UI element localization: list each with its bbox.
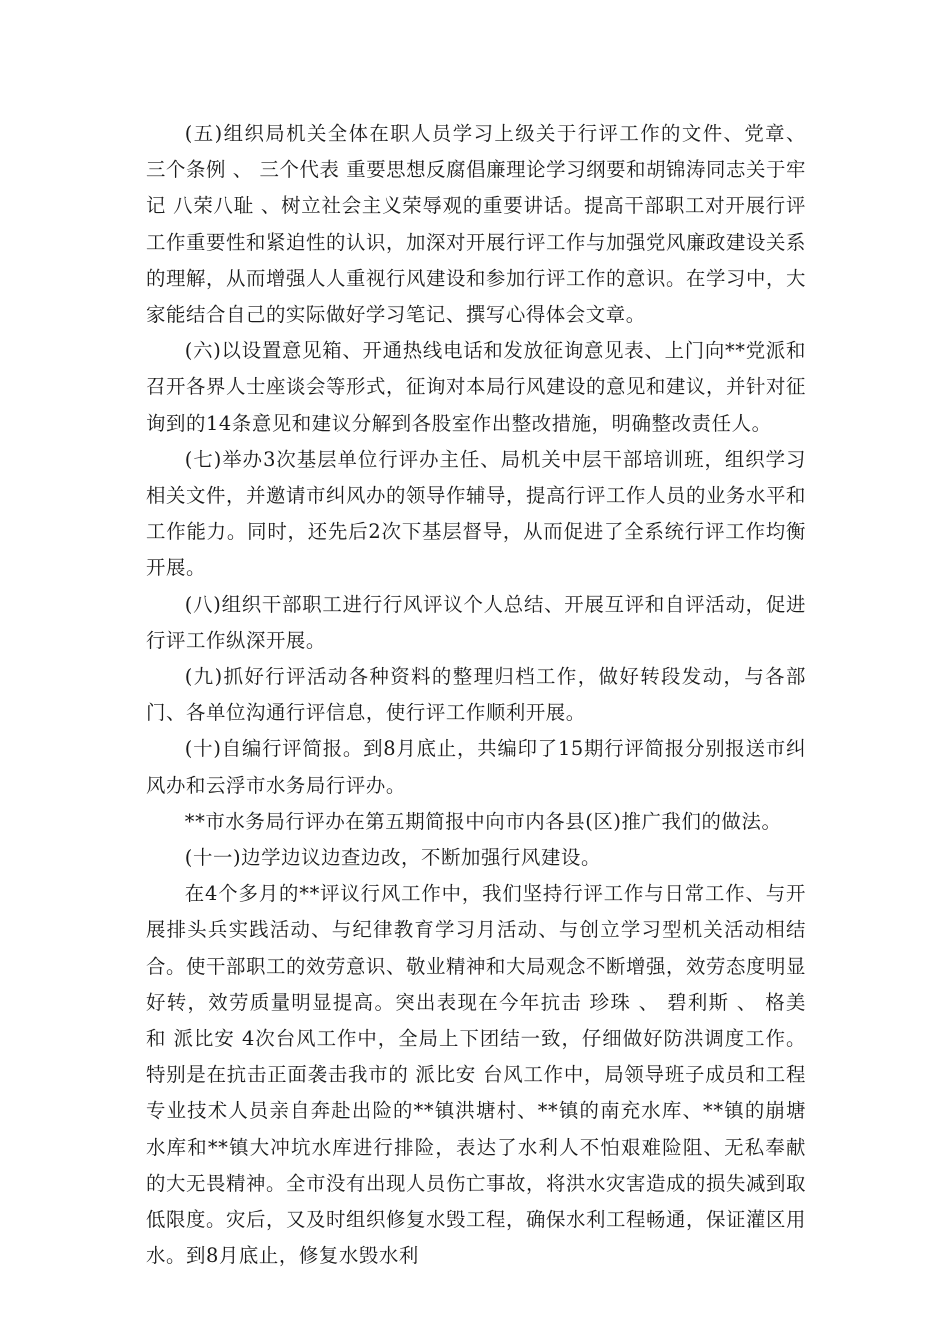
paragraph-6: (六)以设置意见箱、开通热线电话和发放征询意见表、上门向**党派和召开各界人士座谈会等形式，征询对本局行风建设的意见和建议，并针对征询到的14条意见和建议分解到各股室作出整改措施，明确整改责任人。 — [146, 339, 806, 435]
paragraph-11: (十一)边学边议边查边改，不断加强行风建设。 — [184, 846, 601, 870]
paragraph-5: (五)组织局机关全体在职人员学习上级关于行评工作的文件、党章、 三个条例 、 三个代表 重要思想反腐倡廉理论学习纲要和胡锦涛同志关于牢记 八荣八耻 、树立社会主义荣辱观的重要讲话。提高干部职工对开展行评工作重要性和紧迫性的认识，加深对开展行评工作与加强党风廉政建设关系的理解，从而增强人人重视行风建设和参加行评工作的意识。在学习中，大家能结合自己的实际做好学习笔记、撰写心得体会文章。 — [146, 122, 806, 327]
paragraph-10: (十)自编行评简报。到8月底止，共编印了15期行评简报分别报送市纠风办和云浮市水务局行评办。 — [146, 737, 806, 797]
paragraph-9: (九)抓好行评活动各种资料的整理归档工作，做好转段发动，与各部门、各单位沟通行评信息，使行评工作顺利开展。 — [146, 665, 806, 725]
paragraph-summary: 在4个多月的**评议行风工作中，我们坚持行评工作与日常工作、与开展排头兵实践活动、与纪律教育学习月活动、与创立学习型机关活动相结合。使干部职工的效劳意识、敬业精神和大局观念不断增强，效劳态度明显好转，效劳质量明显提高。突出表现在今年抗击 珍珠 、 碧利斯 、 格美 和 派比安 4次台风工作中，全局上下团结一致，仔细做好防洪调度工作。特别是在抗击正面袭击我市的 派比安 台风工作中，局领导班子成员和工程专业技术人员亲自奔赴出险的**镇洪塘村、**镇的南充水库、**镇的崩塘水库和**镇大冲坑水库进行排险，表达了水利人不怕艰难险阻、无私奉献的大无畏精神。全市没有出现人员伤亡事故，将洪水灾害造成的损失减到取低限度。灾后，又及时组织修复水毁工程，确保水利工程畅通，保证灌区用水。到8月底止，修复水毁水利 — [146, 882, 806, 1268]
paragraph-7: (七)举办3次基层单位行评办主任、局机关中层干部培训班，组织学习相关文件，并邀请市纠风办的领导作辅导，提高行评工作人员的业务水平和工作能力。同时，还先后2次下基层督导，从而促进了全系统行评工作均衡开展。 — [146, 447, 806, 580]
document-body — [146, 116, 806, 1275]
paragraph-note: **市水务局行评办在第五期简报中向市内各县(区)推广我们的做法。 — [184, 809, 782, 833]
paragraph-8: (八)组织干部职工进行行风评议个人总结、开展互评和自评活动，促进行评工作纵深开展。 — [146, 592, 806, 652]
